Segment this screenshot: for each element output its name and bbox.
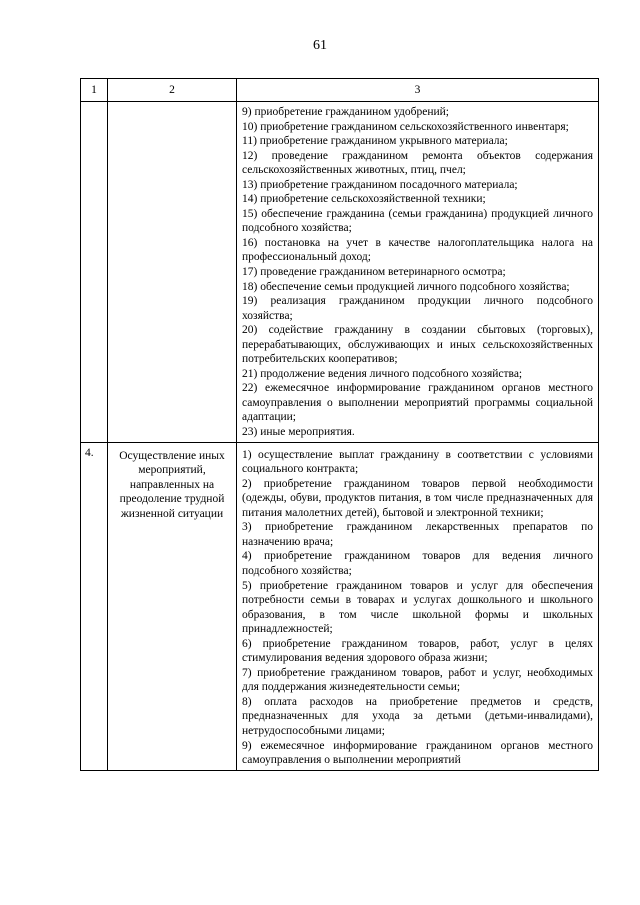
table-row xyxy=(81,442,599,770)
list-item: 16) постановка на учет в качестве налогоплательщика налога на профессиональный доход; xyxy=(242,236,593,264)
measures-table xyxy=(80,78,599,771)
list-item: 21) продолжение ведения личного подсобного хозяйства; xyxy=(242,367,523,380)
measure-items-cell xyxy=(237,102,599,443)
header-cell-3: 3 xyxy=(237,79,599,102)
list-item: 12) проведение гражданином ремонта объектов содержания сельскохозяйственных животных, птиц, пчел; xyxy=(242,149,593,177)
list-item: 15) обеспечение гражданина (семьи гражданина) продукцией личного подсобного хозяйства; xyxy=(242,207,593,235)
list-item: 4) приобретение гражданином товаров для ведения личного подсобного хозяйства; xyxy=(242,550,593,577)
list-item: 11) приобретение гражданином укрывного материала; xyxy=(242,135,508,148)
table-row xyxy=(81,102,599,443)
list-item: 1) осуществление выплат гражданину в соответствии с условиями социального контракта; xyxy=(242,448,593,476)
row-number-cell: 4. xyxy=(81,442,108,770)
measure-items-cell xyxy=(237,442,599,770)
list-item: 9) ежемесячное информирование гражданином органов местного самоуправления о выполнении мероприятий xyxy=(242,739,593,767)
list-item: 14) приобретение сельскохозяйственной техники; xyxy=(242,193,486,206)
list-item: 19) реализация гражданином продукции личного подсобного хозяйства; xyxy=(242,295,593,322)
list-item: 2) приобретение гражданином товаров первой необходимости (одежды, обуви, продуктов питания, в том числе предназначенных для питания малолетних детей), бытовой и электронной техники; xyxy=(242,477,593,519)
measure-item-list xyxy=(237,102,598,442)
list-item: 9) приобретение гражданином удобрений; xyxy=(242,106,449,118)
list-item: 7) приобретение гражданином товаров, работ и услуг, необходимых для поддержания жизнедеятельности семьи; xyxy=(242,666,593,694)
measure-name-cell xyxy=(108,102,237,443)
row-number-cell xyxy=(81,102,108,443)
list-item: 10) приобретение гражданином сельскохозяйственного инвентаря; xyxy=(242,120,569,133)
list-item: 6) приобретение гражданином товаров, работ, услуг в целях стимулирования ведения здорового образа жизни; xyxy=(242,637,593,665)
measure-name-cell: Осуществление иных мероприятий, направленных на преодоление трудной жизненной ситуации xyxy=(108,442,237,770)
list-item: 8) оплата расходов на приобретение предметов и средств, предназначенных для ухода за детьми (детьми-инвалидами), нетрудоспособными лицами; xyxy=(242,695,593,737)
list-item: 20) содействие гражданину в создании сбытовых (торговых), перерабатывающих, обслуживающих и иных сельскохозяйственных потребительских кооперативов; xyxy=(242,324,593,366)
list-item: 22) ежемесячное информирование гражданином органов местного самоуправления о выполнении мероприятий программы социальной адаптации; xyxy=(242,382,593,424)
table-header-row xyxy=(81,79,599,102)
measure-item-list xyxy=(237,443,598,770)
page-number: 61 xyxy=(313,38,327,53)
list-item: 5) приобретение гражданином товаров и услуг для обеспечения потребности семьи в товарах и услугах дошкольного и школьного образования, в том числе школьной формы и школьных принадлежностей; xyxy=(242,579,593,636)
header-cell-1: 1 xyxy=(81,79,108,102)
list-item: 18) обеспечение семьи продукцией личного подсобного хозяйства; xyxy=(242,280,570,293)
list-item: 23) иные мероприятия. xyxy=(242,426,355,439)
list-item: 3) приобретение гражданином лекарственных препаратов по назначению врача; xyxy=(242,521,593,548)
list-item: 13) приобретение гражданином посадочного материала; xyxy=(242,178,518,191)
header-cell-2: 2 xyxy=(108,79,237,102)
list-item: 17) проведение гражданином ветеринарного осмотра; xyxy=(242,266,506,279)
